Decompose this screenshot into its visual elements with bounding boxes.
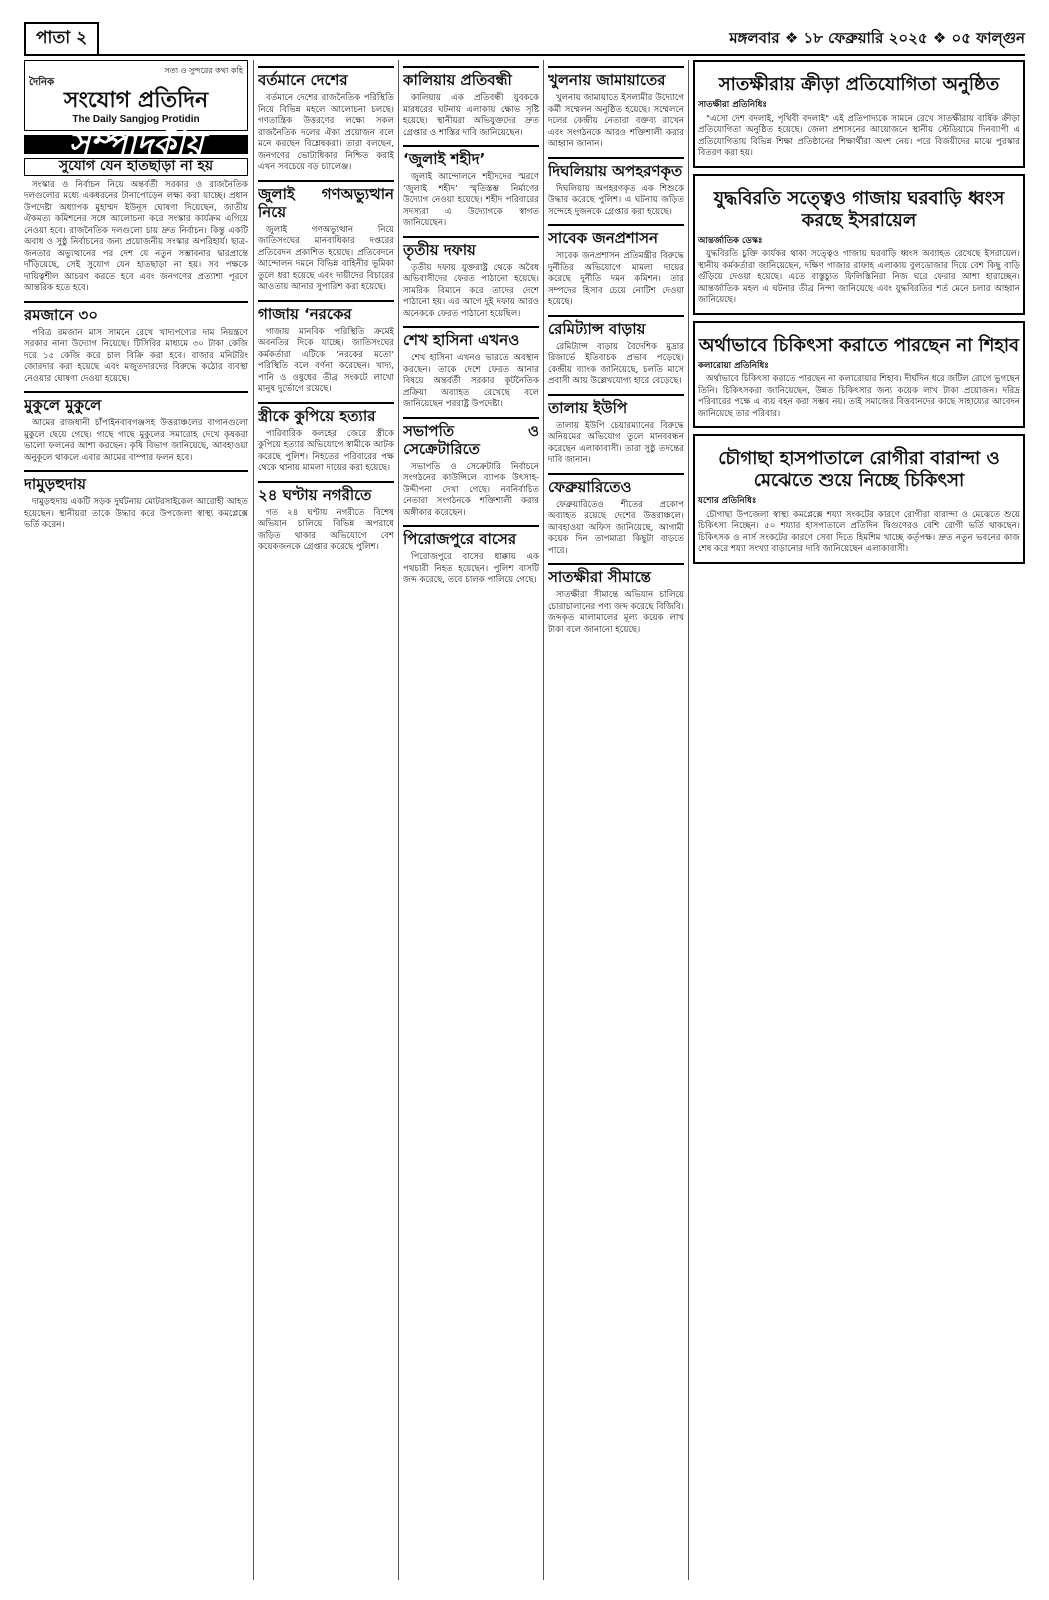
article-body: তালায় ইউপি চেয়ারম্যানের বিরুদ্ধে অনিয়মের অভিযোগ তুলে মানববন্ধন করেছেন এলাকাবাসী। তারা সুষ্ঠু তদন্তের দাবি জানান। [548,420,684,465]
article-body: রেমিট্যান্স বাড়ায় বৈদেশিক মুদ্রার রিজার্ভে ইতিবাচক প্রভাব পড়েছে। কেন্দ্রীয় ব্যাংক জানিয়েছে, চলতি মাসে প্রবাসী আয় উল্লেখযোগ্য হারে বেড়েছে। [548,341,684,386]
article-body: খুলনায় জামায়াতে ইসলামীর উদ্যোগে কর্মী সম্মেলন অনুষ্ঠিত হয়েছে। সম্মেলনে দলের কেন্দ্রীয় নেতারা বক্তব্য রাখেন এবং সংগঠনকে আরও শক্তিশালী করার আহ্বান জানান। [548,93,684,149]
headline-tritiyo: তৃতীয় দফায় [403,236,539,259]
column-divider [398,60,399,1580]
byline: সাতক্ষীরা প্রতিনিধিঃ [698,100,768,110]
column-2 [258,60,394,1580]
article-body: সভাপতি ও সেক্রেটারি নির্বাচনে সংগঠনের কাউন্সিলে ব্যাপক উৎসাহ-উদ্দীপনা দেখা গেছে। নবনির্বাচিত নেতারা সংগঠনকে শক্তিশালী করার অঙ্গীকার করেছেন। [403,461,539,518]
headline-shihab: অর্থাভাবে চিকিৎসা করাতে পারছেন না শিহাব [698,334,1020,356]
article-body: আমের রাজধানী চাঁপাইনবাবগঞ্জসহ উত্তরাঞ্চলের বাগানগুলো মুকুলে ছেয়ে গেছে। গাছে গাছে মুকুলের সমারোহ দেখে কৃষকরা ভালো ফলনের আশা করছেন। কৃষি বিভাগ জানিয়েছে, আবহাওয়া অনুকূলে থাকলে এবার আমের বাম্পার ফলন হবে। [24,418,248,463]
article-body: বর্তমানে দেশের রাজনৈতিক পরিস্থিতি নিয়ে বিভিন্ন মহলে আলোচনা চলছে। গণতান্ত্রিক উত্তরণের লক্ষ্যে সকল রাজনৈতিক দলের ঐক্য প্রয়োজন বলে মনে করছেন বিশ্লেষকরা। তারা বলছেন, জনগণের ভোটাধিকার নিশ্চিত করাই এখন সবচেয়ে বড় চ্যালেঞ্জ। [258,93,394,172]
article-body: গত ২৪ ঘণ্টায় নগরীতে বিশেষ অভিযান চালিয়ে বিভিন্ন অপরাধে জড়িত থাকার অভিযোগে বেশ কয়েকজনকে গ্রেপ্তার করেছে পুলিশ। [258,507,394,552]
page-label: পাতা ২ [24,22,99,56]
headline-24-ghonta: ২৪ ঘণ্টায় নগরীতে [258,481,394,504]
headline-dighalia: দিঘলিয়ায় অপহরণকৃত [548,157,684,180]
article-body: সাবেক জনপ্রশাসন প্রতিমন্ত্রীর বিরুদ্ধে দুর্নীতির অভিযোগে মামলা দায়ের করেছে দুর্নীতি দমন কমিশন। তার সম্পদের হিসাব চেয়ে নোটিশ দেওয়া হয়েছে। [548,251,684,307]
headline-ramadan: রমজানে ৩০ [24,301,248,324]
headline-pirojpur: পিরোজপুরে বাসের [403,525,539,548]
article-body: কালিয়ায় এক প্রতিবন্ধী যুবককে মারধরের ঘটনায় এলাকায় ক্ষোভ সৃষ্টি হয়েছে। স্থানীয়রা অভিযুক্তদের দ্রুত গ্রেপ্তার ও শাস্তির দাবি জানিয়েছেন। [403,93,539,138]
headline-sabhapoti: সভাপতি ও সেক্রেটারিতে [403,417,539,458]
headline-mukule: মুকুলে মুকুলে [24,391,248,414]
newspaper-page [24,24,1025,1580]
headline-damurhuda: দামুড়হুদায় [24,470,248,493]
headline-stri: স্ত্রীকে কুপিয়ে হত্যার [258,402,394,425]
headline-talay: তালায় ইউপি [548,394,684,417]
article-gaza-israel [693,174,1025,315]
date-line: মঙ্গলবার ❖ ১৮ ফেব্রুয়ারি ২০২৫ ❖ ০৫ ফাল্গুন [729,28,1025,47]
article-body: পিরোজপুরে বাসের ধাক্কায় এক পথচারী নিহত হয়েছেন। পুলিশ বাসটি জব্দ করেছে, তবে চালক পালিয়ে গেছে। [403,552,539,585]
headline-july: জুলাই গণঅভ্যুত্থান নিয়ে [258,180,394,221]
article-body: যুদ্ধবিরতি চুক্তি কার্যকর থাকা সত্ত্বেও গাজায় ঘরবাড়ি ধ্বংস অব্যাহত রেখেছে ইসরায়েল। স্থানীয় কর্মকর্তারা জানিয়েছেন, দক্ষিণ গাজার রাফাহ এলাকায় বুলডোজার দিয়ে বেশ কিছু বাড়ি গুঁড়িয়ে দেওয়া হয়েছে। এতে বাস্তুচ্যুত ফিলিস্তিনিরা নিজ ঘরে ফেরার আশা হারাচ্ছেন। আন্তর্জাতিক মহল এ ঘটনার তীব্র নিন্দা জানিয়েছে এবং যুদ্ধবিরতির শর্ত মেনে চলার আহ্বান জানিয়েছে। [698,249,1020,305]
headline-chougachha: চৌগাছা হাসপাতালে রোগীরা বারান্দা ও মেঝেতে শুয়ে নিচ্ছে চিকিৎসা [718,448,1000,491]
column-divider [688,60,689,1580]
article-body: দামুড়হুদায় একটি সড়ক দুর্ঘটনায় মোটরসাইকেল আরোহী আহত হয়েছেন। স্থানীয়রা তাকে উদ্ধার করে উপজেলা স্বাস্থ্য কমপ্লেক্সে ভর্তি করেন। [24,497,248,530]
headline-satkhira-shimante: সাতক্ষীরা সীমান্তে [548,563,684,586]
headline-kalia: কালিয়ায় প্রতিবন্ধী [403,66,539,89]
headline-february: ফেব্রুয়ারিতেও [548,473,684,496]
article-body: গাজায় মানবিক পরিস্থিতি ক্রমেই অবনতির দিকে যাচ্ছে। জাতিসংঘের কর্মকর্তারা এটিকে ‘নরকের মতো’ পরিস্থিতি বলে বর্ণনা করেছেন। খাদ্য, পানি ও ওষুধের তীব্র সংকটে লাখো মানুষ দুর্ভোগে রয়েছে। [258,326,394,394]
editorial-banner: সম্পাদকীয় [24,135,248,155]
headline-julai-shahid: ‘জুলাই শহীদ’ [403,145,539,168]
headline-krira: সাতক্ষীরায় ক্রীড়া প্রতিযোগিতা অনুষ্ঠিত [718,74,1000,95]
article-body: চৌগাছা উপজেলা স্বাস্থ্য কমপ্লেক্সে শয্যা সংকটের কারণে রোগীরা বারান্দা ও মেঝেতে শুয়ে চিকিৎসা নিচ্ছেন। ৫০ শয্যার হাসপাতালে প্রতিদিন দ্বিগুণেরও বেশি রোগী ভর্তি থাকছেন। চিকিৎসক ও নার্স সংকটের কারণে সেবা দিতে হিমশিম খাচ্ছে কর্তৃপক্ষ। দ্রুত নতুন ভবনের কাজ শেষ করে শয্যা সংখ্যা বাড়ানোর দাবি জানিয়েছেন এলাকাবাসী। [698,509,1020,554]
column-divider [253,60,254,1580]
article-body: জুলাই আন্দোলনে শহীদদের স্মরণে ‘জুলাই শহীদ’ স্মৃতিস্তম্ভ নির্মাণের উদ্যোগ নেওয়া হয়েছে। শহীদ পরিবারের সদস্যরা এ উদ্যোগকে স্বাগত জানিয়েছেন। [403,172,539,228]
headline-remittance: রেমিট্যান্স বাড়ায় [548,315,684,338]
article-body: সাতক্ষীরা সীমান্তে অভিযান চালিয়ে চোরাচালানের পণ্য জব্দ করেছে বিজিবি। জব্দকৃত মালামালের মূল্য কয়েক লাখ টাকা বলে জানানো হয়েছে। [548,590,684,635]
headline-gaza-narok: গাজায় ‘নরকের [258,300,394,323]
editorial-body: সংস্কার ও নির্বাচন নিয়ে অন্তর্বর্তী সরকার ও রাজনৈতিক দলগুলোর মধ্যে একধরনের টানাপোড়েন লক্ষ্য করা যাচ্ছে। প্রধান উপদেষ্টা অধ্যাপক মুহাম্মদ ইউনূস ঘোষণা দিয়েছেন, জাতীয় ঐকমত্য কমিশনের সঙ্গে আলোচনা করে সংস্কার কার্যক্রম এগিয়ে নেওয়া হবে। রাজনৈতিক দলগুলো চায় দ্রুত নির্বাচন। কিন্তু একটি অবাধ ও সুষ্ঠু নির্বাচনের জন্য প্রয়োজনীয় সংস্কার অপরিহার্য। ছাত্র-জনতার অভ্যুত্থানের পর দেশ যে নতুন সম্ভাবনার দ্বারপ্রান্তে দাঁড়িয়েছে, সেই সুযোগ যেন হাতছাড়া না হয়। সব পক্ষকে দায়িত্বশীল আচরণ করতে হবে এবং জনগণের প্রত্যাশা পূরণে আন্তরিক হতে হবে। [24,179,248,293]
byline: আন্তর্জাতিক ডেস্কঃ [698,235,763,246]
column-1 [24,60,248,1580]
article-body: "এসো দেশ বদলাই, পৃথিবী বদলাই" এই প্রতিপাদ্যকে সামনে রেখে সাতক্ষীরায় বার্ষিক ক্রীড়া প্রতিযোগিতা অনুষ্ঠিত হয়েছে। জেলা প্রশাসনের আয়োজনে স্থানীয় স্টেডিয়ামে দিনব্যাপী এ প্রতিযোগিতায় বিভিন্ন শিক্ষা প্রতিষ্ঠানের শিক্ষার্থীরা অংশ নেয়। পরে বিজয়ীদের মাঝে পুরস্কার বিতরণ করা হয়। [698,113,1020,158]
article-body: শেখ হাসিনা এখনও ভারতে অবস্থান করছেন। তাকে দেশে ফেরত আনার বিষয়ে অন্তর্বর্তী সরকার কূটনৈতিক প্রক্রিয়া অব্যাহত রেখেছে বলে জানিয়েছেন পররাষ্ট্র উপদেষ্টা। [403,353,539,409]
article-body: তৃতীয় দফায় যুক্তরাষ্ট্র থেকে অবৈধ অভিবাসীদের ফেরত পাঠানো হয়েছে। সামরিক বিমানে করে তাদের দেশে পাঠানো হয়। এর আগে দুই দফায় আরও অনেককে ফেরত পাঠানো হয়েছিল। [403,262,539,319]
page-header [24,24,1025,56]
headline-gaza-israel: যুদ্ধবিরতি সত্ত্বেও গাজায় ঘরবাড়ি ধ্বংস করছে ইসরায়েল [713,187,1005,231]
headline-sabek: সাবেক জনপ্রশাসন [548,224,684,247]
article-body: অর্থাভাবে চিকিৎসা করাতে পারছেন না কলারোয়ার শিহাব। দীর্ঘদিন ধরে জটিল রোগে ভুগছেন তিনি। চিকিৎসকরা জানিয়েছেন, উন্নত চিকিৎসার জন্য কয়েক লাখ টাকা প্রয়োজন। দরিদ্র পরিবারের পক্ষে এ ব্যয় বহন করা সম্ভব নয়। তাই সমাজের বিত্তবানদের কাছে সাহায্যের আবেদন জানিয়েছে তার পরিবার। [698,374,1020,419]
article-shihab [693,321,1025,429]
article-body: পবিত্র রমজান মাস সামনে রেখে খাদ্যপণ্যের দাম নিয়ন্ত্রণে সরকার নানা উদ্যোগ নিয়েছে। টিসিবির মাধ্যমে ৩০ টাকা কেজি দরে ১৫ কেজি করে চাল বিক্রি করা হবে। বাজার মনিটরিং জোরদার করা হয়েছে এবং মজুতদারদের বিরুদ্ধে কঠোর ব্যবস্থা নেওয়ার ঘোষণা দেওয়া হয়েছে। [24,327,248,384]
article-body: জুলাই গণঅভ্যুত্থান নিয়ে জাতিসংঘের মানবাধিকার দপ্তরের প্রতিবেদন প্রকাশিত হয়েছে। প্রতিবেদনে আন্দোলন দমনে বিভিন্ন বাহিনীর ভূমিকা তুলে ধরা হয়েছে এবং দায়ীদের বিচারের আওতায় আনার সুপারিশ করা হয়েছে। [258,224,394,292]
column-3 [403,60,539,1580]
article-chougachha [693,434,1025,564]
article-body: ফেব্রুয়ারিতেও শীতের প্রকোপ অব্যাহত রয়েছে দেশের উত্তরাঞ্চলে। আবহাওয়া অফিস জানিয়েছে, আগামী কয়েক দিন তাপমাত্রা কিছুটা বাড়তে পারে। [548,499,684,556]
masthead-tagline: সত্য ও সুন্দরের কথা কহি [164,66,243,75]
byline: যশোর প্রতিনিধিঃ [698,496,757,506]
column-divider [543,60,544,1580]
article-body: পারিবারিক কলহের জেরে স্ত্রীকে কুপিয়ে হত্যার অভিযোগে স্বামীকে আটক করেছে পুলিশ। নিহতের পরিবারের পক্ষ থেকে থানায় মামলা দায়ের করা হয়েছে। [258,428,394,473]
headline-bortomane: বর্তমানে দেশের [258,66,394,89]
masthead-dainik: দৈনিক [29,76,55,88]
column-4 [548,60,684,1580]
masthead [24,60,248,131]
masthead-title: সংযোগ প্রতিদিন [63,88,209,113]
article-body: দিঘলিয়ায় অপহরণকৃত এক শিশুকে উদ্ধার করেছে পুলিশ। এ ঘটনায় জড়িত সন্দেহে দুজনকে গ্রেপ্তার করা হয়েছে। [548,183,684,217]
column-right [693,60,1025,1580]
masthead-title-en: The Daily Sangjog Protidin [72,114,200,125]
article-krira [693,60,1025,168]
headline-khulna: খুলনায় জামায়াতের [548,66,684,89]
editorial-title: সুযোগ যেন হাতছাড়া না হয় [24,158,248,176]
byline: কলারোয়া প্রতিনিধিঃ [698,360,769,371]
headline-sheikh-hasina: শেখ হাসিনা এখনও [403,326,539,349]
